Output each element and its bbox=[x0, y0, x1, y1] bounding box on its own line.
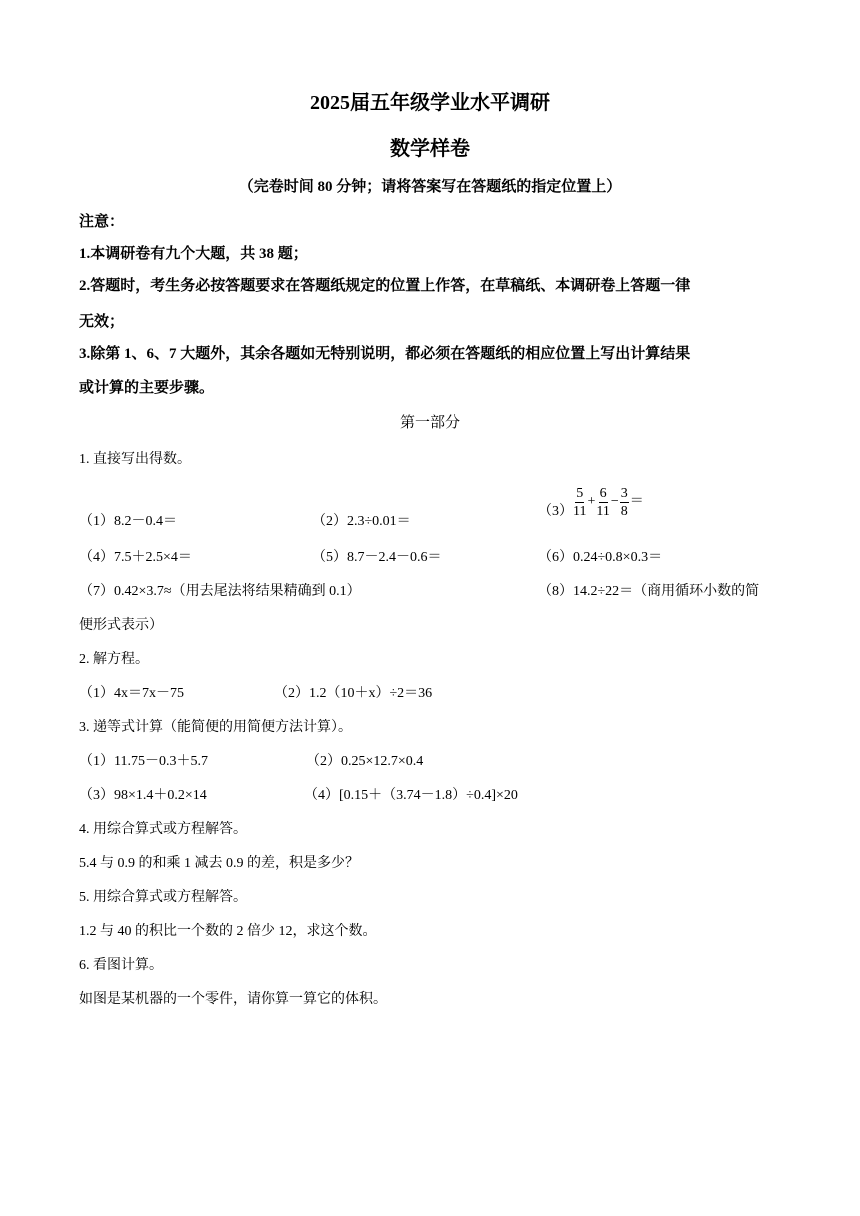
q4-title: 4. 用综合算式或方程解答。 bbox=[79, 822, 247, 837]
q2-part-1: （1）4x＝7x－75 bbox=[79, 686, 184, 701]
notice-item-3-cont: 或计算的主要步骤。 bbox=[79, 380, 215, 396]
q3-title: 3. 递等式计算（能简便的用简便方法计算）。 bbox=[79, 720, 352, 735]
denominator: 11 bbox=[573, 503, 587, 519]
fraction bbox=[596, 485, 609, 520]
q1-part-4: （4）7.5＋2.5×4＝ bbox=[79, 550, 192, 565]
q5-text: 1.2 与 40 的积比一个数的 2 倍少 12，求这个数。 bbox=[79, 924, 377, 939]
minus-sign: − bbox=[610, 494, 619, 509]
q3-part-2: （2）0.25×12.7×0.4 bbox=[306, 754, 424, 769]
q6-text: 如图是某机器的一个零件，请你算一算它的体积。 bbox=[79, 992, 387, 1007]
q1-part-3 bbox=[538, 484, 645, 520]
exam-title: 2025届五年级学业水平调研 bbox=[310, 92, 550, 114]
q1-part-7: （7）0.42×3.7≈（用去尾法将结果精确到 0.1） bbox=[79, 584, 361, 599]
numerator: 5 bbox=[576, 485, 584, 501]
fraction bbox=[620, 485, 629, 520]
q2-part-2: （2）1.2（10＋x）÷2＝36 bbox=[274, 686, 433, 701]
q3-part-4: （4）[0.15＋（3.74－1.8）÷0.4]×20 bbox=[304, 788, 518, 803]
q1-part-3-label: （3） bbox=[538, 504, 573, 519]
numerator: 3 bbox=[620, 485, 628, 501]
q3-part-1: （1）11.75－0.3＋5.7 bbox=[79, 754, 208, 769]
q2-title: 2. 解方程。 bbox=[79, 652, 149, 667]
exam-subtitle: 数学样卷 bbox=[390, 138, 470, 160]
q5-title: 5. 用综合算式或方程解答。 bbox=[79, 890, 247, 905]
q6-title: 6. 看图计算。 bbox=[79, 958, 163, 973]
q1-title: 1. 直接写出得数。 bbox=[79, 452, 191, 467]
numerator: 6 bbox=[599, 485, 607, 501]
section-title: 第一部分 bbox=[399, 415, 460, 431]
q3-part-3: （3）98×1.4＋0.2×14 bbox=[79, 788, 207, 803]
denominator: 11 bbox=[596, 503, 610, 519]
denominator: 8 bbox=[620, 503, 628, 519]
exam-instructions: （完卷时间 80 分钟；请将答案写在答题纸的指定位置上） bbox=[238, 179, 622, 195]
equals-sign: ＝ bbox=[629, 494, 644, 509]
q1-part-5: （5）8.7－2.4－0.6＝ bbox=[312, 550, 442, 565]
q1-part-8: （8）14.2÷22＝（商用循环小数的简 bbox=[538, 584, 760, 599]
q1-part-6: （6）0.24÷0.8×0.3＝ bbox=[538, 550, 663, 565]
notice-item-2: 2.答题时，考生务必按答题要求在答题纸规定的位置上作答，在草稿纸、本调研卷上答题一律 bbox=[79, 278, 691, 294]
notice-item-2-cont: 无效； bbox=[79, 314, 125, 330]
q4-text: 5.4 与 0.9 的和乘 1 减去 0.9 的差，积是多少？ bbox=[79, 856, 359, 871]
notice-item-1: 1.本调研卷有九个大题，共 38 题； bbox=[79, 246, 308, 262]
fraction bbox=[573, 485, 586, 520]
plus-sign: + bbox=[587, 494, 596, 509]
notice-item-3: 3.除第 1、6、7 大题外，其余各题如无特别说明，都必须在答题纸的相应位置上写出计算结果 bbox=[79, 346, 691, 362]
q1-part-2: （2）2.3÷0.01＝ bbox=[312, 514, 411, 529]
notice-heading: 注意： bbox=[79, 214, 125, 230]
q1-part-1: （1）8.2－0.4＝ bbox=[79, 514, 177, 529]
q1-part-8-cont: 便形式表示） bbox=[79, 618, 163, 633]
